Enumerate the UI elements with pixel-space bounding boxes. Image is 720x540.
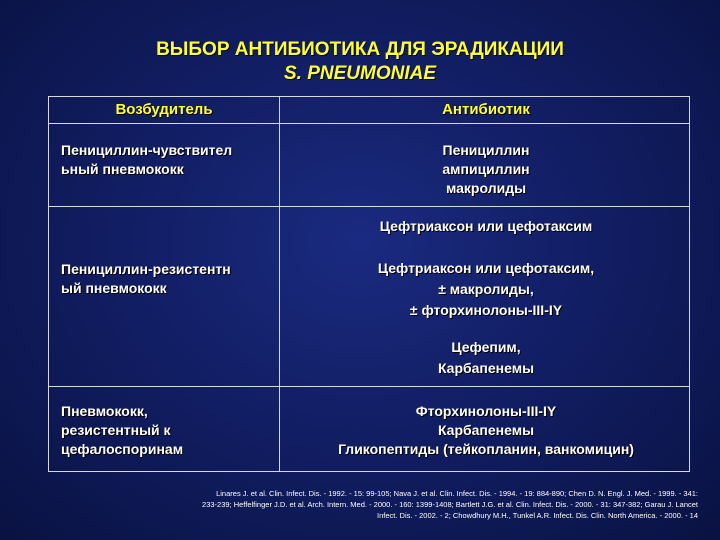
header-pathogen: Возбудитель <box>115 101 213 118</box>
row1-antibiotic <box>281 141 691 198</box>
text-line: ый пневмококк <box>61 280 167 296</box>
text-line: Карбапенемы <box>437 422 535 438</box>
antibiotic-table <box>48 96 690 472</box>
text-line: Цефепим, <box>451 339 521 355</box>
text-line: Пенициллин-чувствител <box>61 142 233 158</box>
row-divider <box>49 206 689 207</box>
text-line: ± фторхинолоны-III-IY <box>409 302 563 318</box>
references <box>60 488 698 521</box>
text-line <box>281 322 691 338</box>
row-divider <box>49 123 689 124</box>
text-line: Пенициллин <box>442 142 530 158</box>
reference-line: 233-239; Heffelfinger J.D. et al. Arch. Intern. Med. - 2000. - 160: 1399-1408; Bartlett J.G. et al. Clin. Infect. Dis. - 2000. - 31: 347-382; Garau J. Lancet <box>202 500 698 509</box>
text-line: цефалоспоринам <box>61 441 184 457</box>
text-line <box>281 238 691 259</box>
column-divider <box>279 97 280 471</box>
text-line: Цефтриаксон или цефотаксим <box>379 218 593 234</box>
text-line: Пенициллин-резистентн <box>61 261 231 277</box>
reference-line: Infect. Dis. - 2002. - 2; Chowdhury M.H., Tunkel A.R. Infect. Dis. Clin. North America. - 2000. - 14 <box>377 511 698 520</box>
row-divider <box>49 386 689 387</box>
text-line: ьный пневмококк <box>61 161 184 177</box>
text-line: Карбапенемы <box>437 360 535 376</box>
row2-antibiotic <box>281 217 691 380</box>
text-line: ампициллин <box>442 161 530 177</box>
text-line: Фторхинолоны-III-IY <box>415 403 557 419</box>
title-line-1: ВЫБОР АНТИБИОТИКА ДЛЯ ЭРАДИКАЦИИ <box>156 39 564 60</box>
text-line: Цефтриаксон или цефотаксим, <box>377 260 595 276</box>
header-antibiotic: Антибиотик <box>442 101 530 118</box>
text-line: ± макролиды, <box>438 281 534 297</box>
text-line: Пневмококк, <box>61 403 148 419</box>
row1-pathogen <box>61 141 279 179</box>
title-line-2: S. PNEUMONIAE <box>283 63 437 84</box>
row2-pathogen <box>61 260 279 298</box>
row3-antibiotic <box>281 402 691 459</box>
slide-title <box>0 38 720 86</box>
text-line: Гликопептиды (тейкопланин, ванкомицин) <box>338 441 634 457</box>
text-line: резистентный к <box>61 422 171 438</box>
row3-pathogen <box>61 402 279 459</box>
reference-line: Linares J. et al. Clin. Infect. Dis. - 1992. - 15: 99-105; Nava J. et al. Clin. Infect. Dis. - 1994. - 19: 884-890; Chen D. N. Engl. J. Med. - 1999. - 341: <box>216 489 698 498</box>
text-line: макролиды <box>445 180 527 196</box>
